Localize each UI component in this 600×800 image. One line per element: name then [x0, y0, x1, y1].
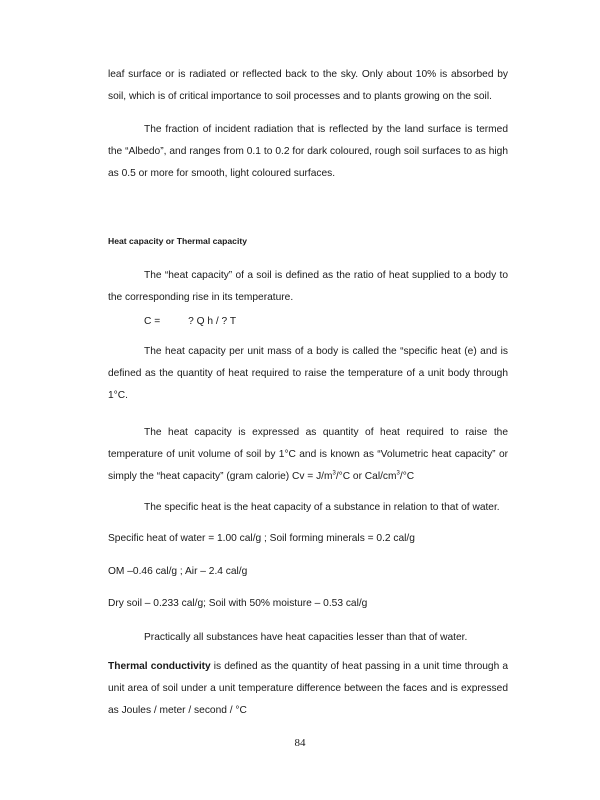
specific-heat-dry-moist-soil: Dry soil – 0.233 cal/g; Soil with 50% moisture – 0.53 cal/g	[108, 598, 368, 609]
thermal-conductivity-definition: is defined as the quantity of heat passing in a unit time through a unit area of soil under a unit temperature difference between the faces and is expressed as Joules / meter / second / °C	[108, 661, 508, 716]
paragraph-specific-heat-relation: The specific heat is the heat capacity of a substance in relation to that of water.	[144, 502, 500, 513]
superscript-cubed-1: 3	[332, 470, 336, 477]
formula-right-side: ? Q h / ? T	[188, 316, 237, 327]
paragraph-volumetric-heat-capacity	[108, 422, 508, 488]
volumetric-text-mid: /°C or Cal/cm	[335, 471, 397, 482]
paragraph-absorption: leaf surface or is radiated or reflected back to the sky. Only about 10% is absorbed by soil, which is of critical importance to soil processes and to plants growing on the soil.	[108, 69, 508, 102]
paragraph-thermal-conductivity	[108, 656, 508, 722]
formula-left-side: C =	[144, 316, 161, 327]
volumetric-text-end: /°C	[399, 471, 415, 482]
paragraph-specific-heat: The heat capacity per unit mass of a body is called the “specific heat (e) and is defined as the quantity of heat required to raise the temperature of a unit body through 1°C.	[108, 346, 508, 401]
specific-heat-om-air: OM –0.46 cal/g ; Air – 2.4 cal/g	[108, 566, 248, 577]
thermal-conductivity-term: Thermal conductivity	[108, 661, 211, 672]
superscript-cubed-2: 3	[396, 470, 400, 477]
volumetric-text-main: The heat capacity is expressed as quantity of heat required to raise the temperature of unit volume of soil by 1°C and is known as “Volumetric heat capacity” or simply the “heat capacity” (gram calorie) Cv = J/m	[108, 427, 508, 482]
specific-heat-water-minerals: Specific heat of water = 1.00 cal/g ; Soil forming minerals = 0.2 cal/g	[108, 533, 415, 544]
paragraph-albedo: The fraction of incident radiation that is reflected by the land surface is termed the “Albedo”, and ranges from 0.1 to 0.2 for dark coloured, rough soil surfaces to as high as 0.5 or more for smooth, light coloured surfaces.	[108, 124, 508, 179]
section-heading-heat-capacity: Heat capacity or Thermal capacity	[108, 236, 247, 246]
formula-heat-capacity	[144, 316, 236, 327]
paragraph-heat-capacity-definition: The “heat capacity” of a soil is defined as the ratio of heat supplied to a body to the corresponding rise in its temperature.	[108, 270, 508, 303]
paragraph-substances-comparison: Practically all substances have heat capacities lesser than that of water.	[144, 632, 468, 643]
page-number: 84	[294, 737, 306, 749]
